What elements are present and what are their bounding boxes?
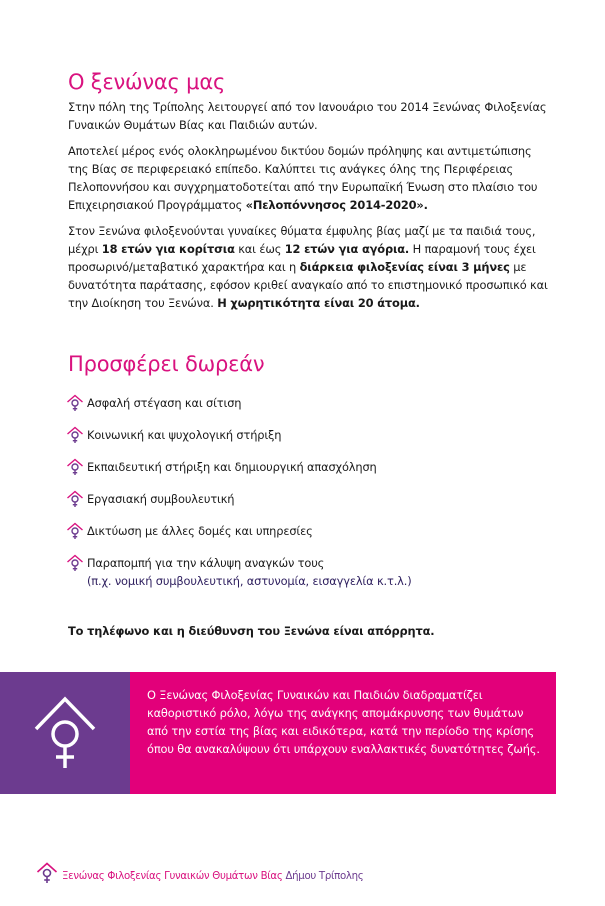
info-banner <box>0 672 556 794</box>
about-paragraph-2-text: Αποτελεί μέρος ενός ολοκληρωμένου δικτύου δομών πρόληψης και αντιμετώπισης της Βίας σε περιφερειακό επίπεδο. Καλύπτει τις ανάγκες όλης της Περιφέρειας Πελοποννήσου και συγχρηματοδοτείται από την Ευρωπαϊκή Ένωση στο πλαίσιο του Επιχειρησιακού Προγράμματος <box>68 144 538 212</box>
about-paragraph-2 <box>68 142 548 214</box>
banner-icon-panel <box>0 672 130 794</box>
list-item-label: Κοινωνική και ψυχολογική στήριξη <box>87 428 282 442</box>
banner-text: Ο Ξενώνας Φιλοξενίας Γυναικών και Παιδιών διαδραματίζει καθοριστικό ρόλο, λόγω της ανάγκης απομάκρυνσης των θυμάτων από την εστία της βίας και ειδικότερα, κατά την περίοδο της κρίσης όπου θα ανακαλύψουν ότι υπάρχουν εναλλακτικές δυνατότητες ζωής. <box>130 672 556 794</box>
home-female-icon <box>66 426 84 444</box>
program-name: «Πελοπόννησος 2014-2020». <box>245 198 428 212</box>
home-female-icon <box>33 696 97 770</box>
list-item <box>66 458 546 490</box>
list-item <box>66 554 546 604</box>
list-item-main: Παραπομπή για την κάλυψη αναγκών τους <box>87 556 325 570</box>
capacity: Η χωρητικότητα είναι 20 άτομα. <box>217 296 420 310</box>
about-paragraph-1: Στην πόλη της Τρίπολης λειτουργεί από τον Ιανουάριο του 2014 Ξενώνας Φιλοξενίας Γυναικών Θυμάτων Βίας και Παιδιών αυτών. <box>68 100 547 132</box>
boys-age-limit: 12 ετών για αγόρια. <box>284 242 410 256</box>
list-item <box>66 426 546 458</box>
confidentiality-note: Το τηλέφωνο και η διεύθυνση του Ξενώνα είναι απόρρητα. <box>68 624 435 638</box>
list-item <box>66 394 546 426</box>
about-paragraph-3 <box>68 222 548 312</box>
footer-text-purple: Δήμου Τρίπολης <box>285 871 364 882</box>
list-item-label: Εργασιακή συμβουλευτική <box>87 492 235 506</box>
p3-text-e: Η παραμονή τους έχει προσωρινό/μεταβατικό χαρακτήρα και η <box>68 242 536 274</box>
offers-list <box>66 394 546 604</box>
list-item-label: Ασφαλή στέγαση και σίτιση <box>87 396 242 410</box>
section-title-offers: Προσφέρει δωρεάν <box>68 352 265 376</box>
stay-duration: διάρκεια φιλοξενίας είναι 3 μήνες <box>299 260 510 274</box>
p3-text-c: και έως <box>234 242 285 256</box>
footer-text-pink: Ξενώνας Φιλοξενίας Γυναικών Θυμάτων Βίας <box>62 871 286 882</box>
p3-text-g: με δυνατότητα παράτασης, εφόσον κριθεί αναγκαίο από το επιστημονικό προσωπικό και την Διοίκηση του Ξενώνα. <box>68 260 548 310</box>
list-item-label: Δικτύωση με άλλες δομές και υπηρεσίες <box>87 524 313 538</box>
home-female-icon <box>66 554 84 572</box>
home-female-icon <box>66 458 84 476</box>
p3-text-a: Στον Ξενώνα φιλοξενούνται γυναίκες θύματα έμφυλης βίας μαζί με τα παιδιά τους, μέχρι <box>68 224 536 256</box>
list-item-label <box>87 554 412 590</box>
list-item-label: Εκπαιδευτική στήριξη και δημιουργική απασχόληση <box>87 460 377 474</box>
list-item-sub: (π.χ. νομική συμβουλευτική, αστυνομία, εισαγγελία κ.τ.λ.) <box>87 574 412 588</box>
home-female-icon <box>66 522 84 540</box>
girls-age-limit: 18 ετών για κορίτσια <box>101 242 235 256</box>
section-title-about: Ο ξενώνας μας <box>68 70 226 94</box>
home-female-logo-icon <box>36 862 58 884</box>
list-item <box>66 522 546 554</box>
footer-text <box>62 871 363 882</box>
list-item <box>66 490 546 522</box>
footer <box>36 862 363 884</box>
home-female-icon <box>66 490 84 508</box>
home-female-icon <box>66 394 84 412</box>
